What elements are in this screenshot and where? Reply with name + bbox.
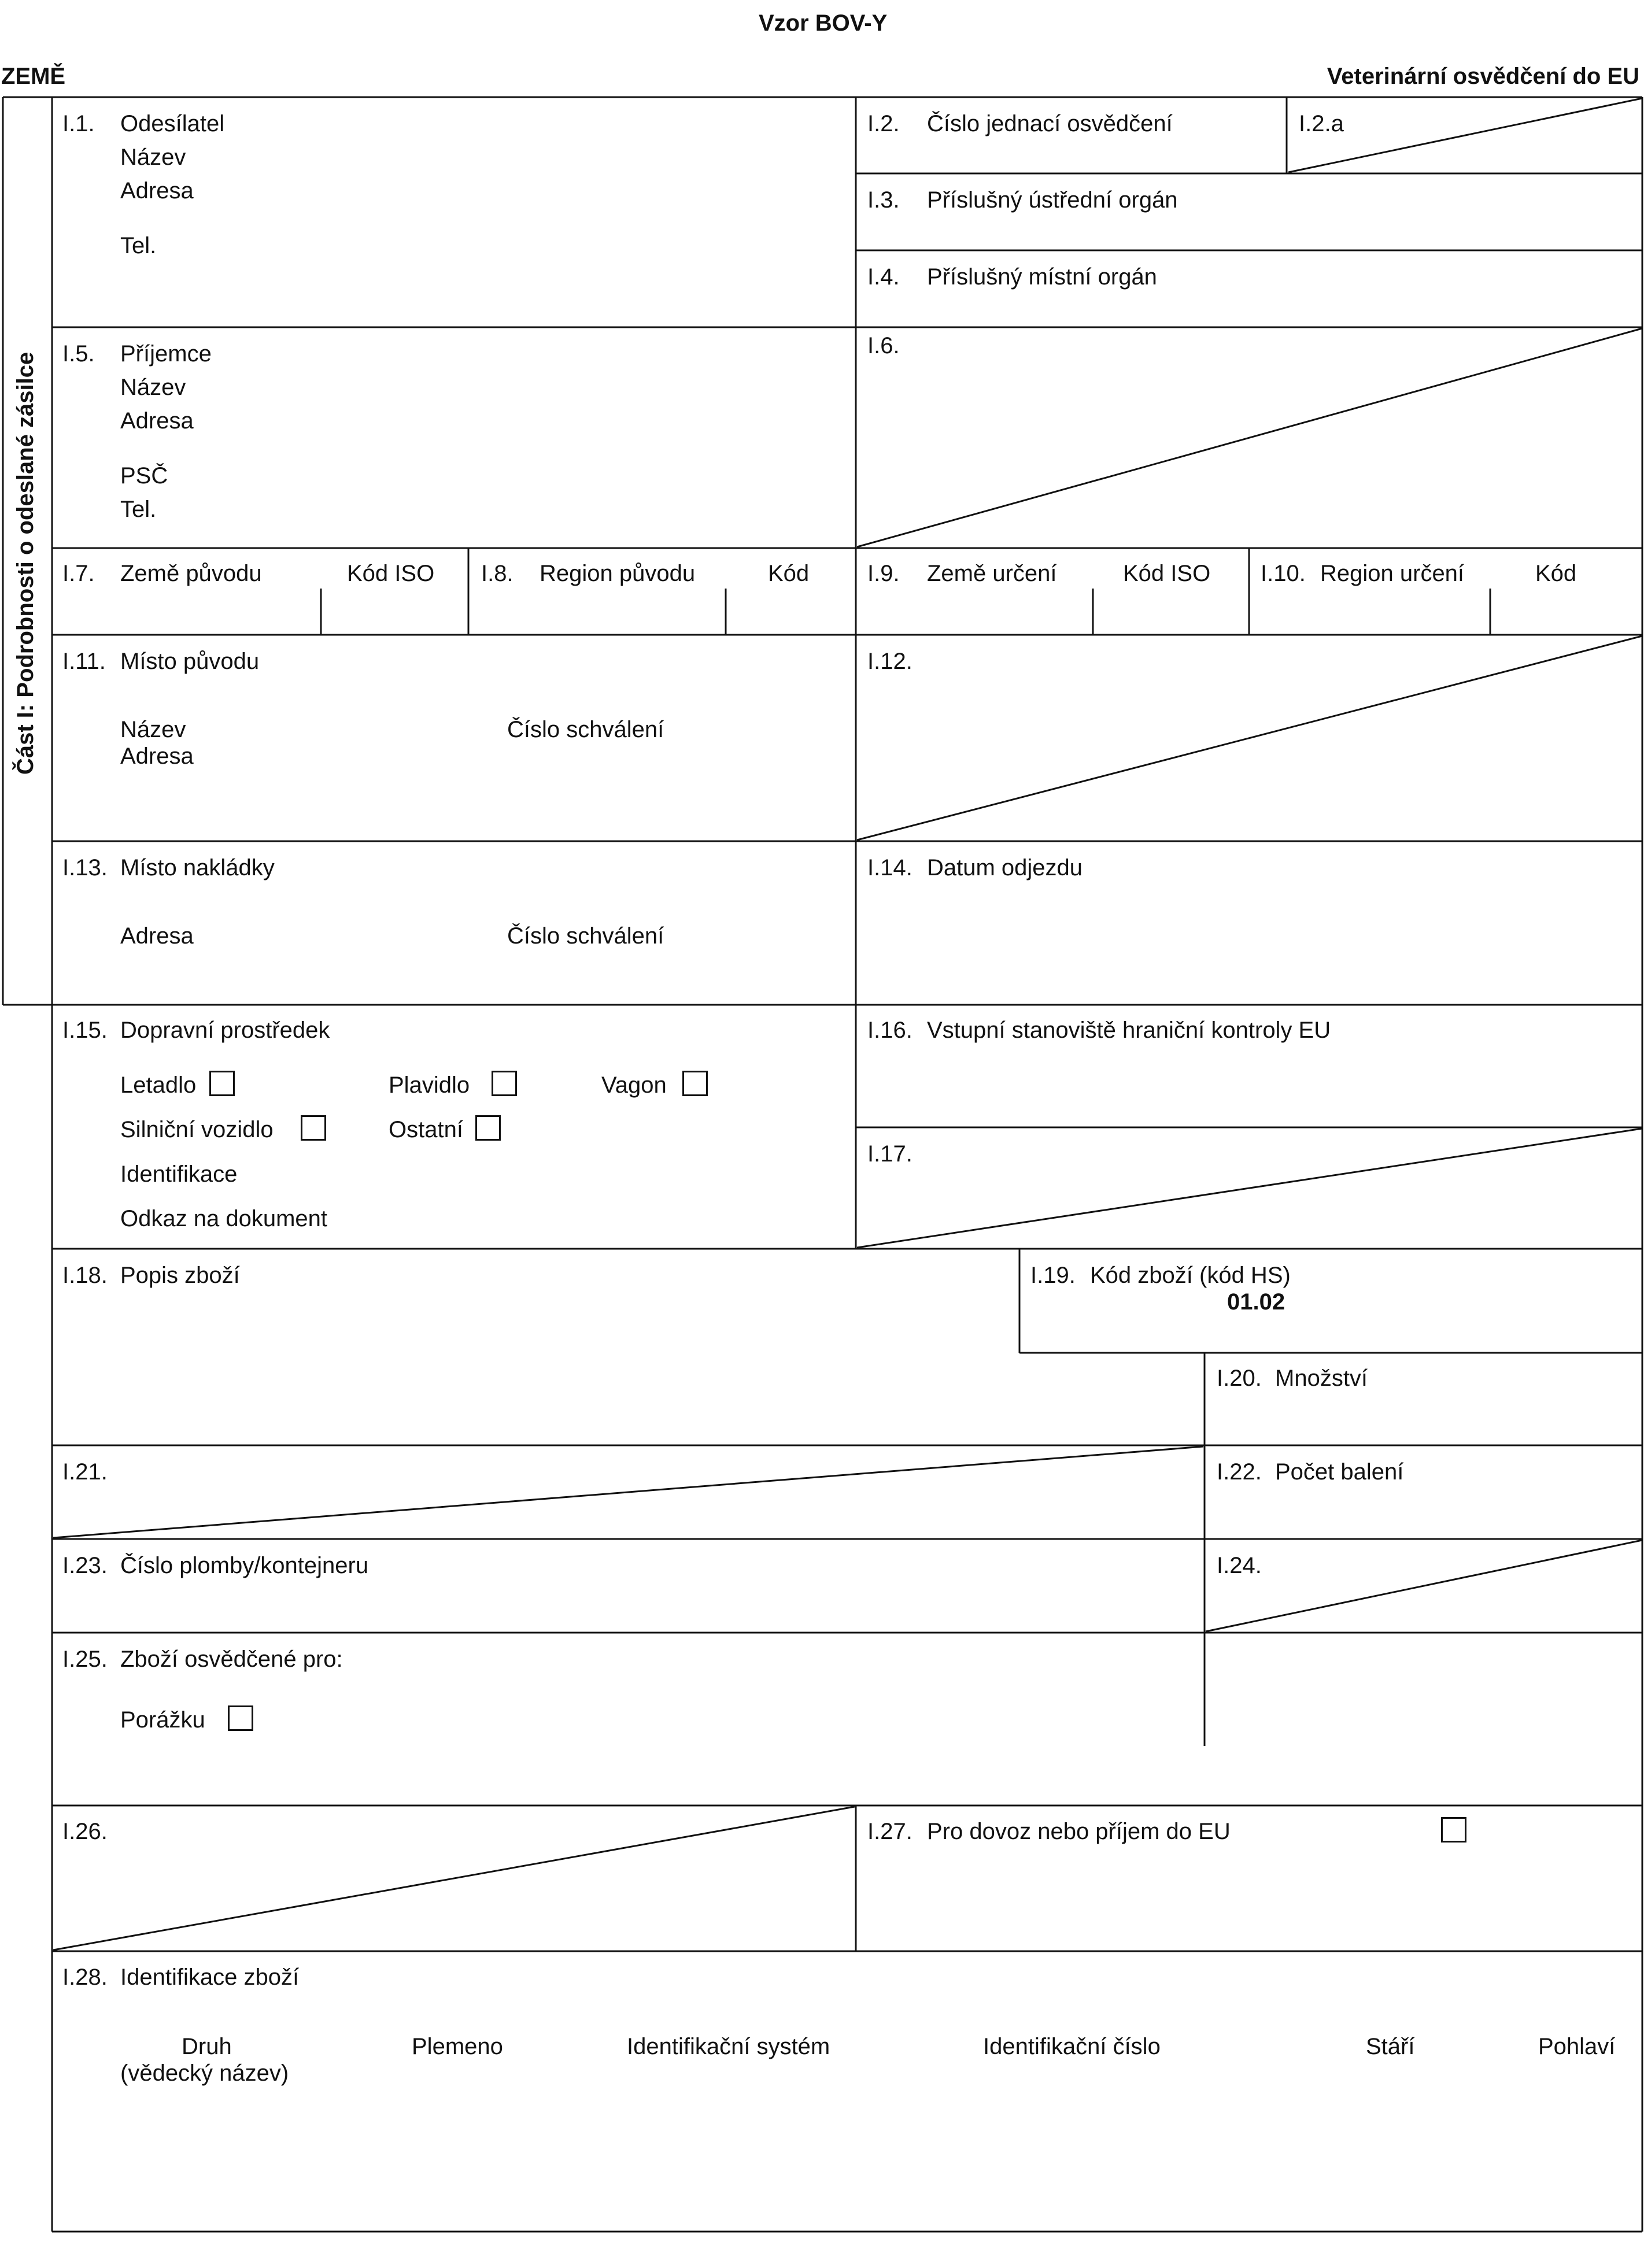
wagon-checkbox[interactable]: [682, 1071, 708, 1096]
column-header-species: Druh: [182, 2034, 232, 2059]
column-header-sex: Pohlaví: [1538, 2034, 1616, 2059]
box-i15-vessel-label: Plavidlo: [389, 1072, 470, 1098]
box-i13-approval: Číslo schválení: [507, 923, 664, 949]
box-i10-title: Region určení: [1320, 561, 1465, 586]
box-i15-other-label: Ostatní: [389, 1117, 463, 1142]
box-i11-name: Název: [120, 717, 186, 742]
box-i1-name: Název: [120, 145, 186, 170]
box-i5-address: Adresa: [120, 408, 194, 434]
box-i5-tel: Tel.: [120, 497, 157, 522]
box-i14-num: I.14.: [867, 855, 912, 880]
box-i11-num: I.11.: [62, 649, 106, 674]
box-i5-name: Název: [120, 375, 186, 400]
box-i28-num: I.28.: [62, 1964, 108, 1990]
column-header-breed: Plemeno: [412, 2034, 503, 2059]
certificate-title: Veterinární osvědčení do EU: [1327, 64, 1639, 89]
box-i12-num: I.12.: [867, 649, 912, 674]
box-i22-title: Počet balení: [1275, 1459, 1404, 1485]
box-i19-value: 01.02: [1227, 1289, 1285, 1315]
box-i22-num: I.22.: [1217, 1459, 1262, 1485]
box-i18-num: I.18.: [62, 1263, 108, 1288]
box-i20-title: Množství: [1275, 1366, 1368, 1391]
road-vehicle-checkbox[interactable]: [301, 1115, 326, 1141]
box-i6-num: I.6.: [867, 333, 900, 358]
box-i13-address: Adresa: [120, 923, 194, 949]
box-i3-title: Příslušný ústřední orgán: [927, 187, 1178, 213]
box-i5-title: Příjemce: [120, 341, 212, 367]
box-i16-num: I.16.: [867, 1018, 912, 1043]
box-i19-title: Kód zboží (kód HS): [1090, 1263, 1291, 1288]
box-i5-num: I.5.: [62, 341, 95, 367]
box-i27-title: Pro dovoz nebo příjem do EU: [927, 1819, 1231, 1844]
box-i19-num: I.19.: [1030, 1263, 1076, 1288]
box-i1-address: Adresa: [120, 178, 194, 204]
column-header-id-system: Identifikační systém: [627, 2034, 830, 2059]
box-i7-num: I.7.: [62, 561, 95, 586]
box-i5-postcode: PSČ: [120, 463, 168, 489]
box-i10-code: Kód: [1535, 561, 1577, 586]
other-transport-checkbox[interactable]: [475, 1115, 501, 1141]
country-label: ZEMĚ: [1, 64, 66, 89]
box-i11-address: Adresa: [120, 743, 194, 769]
box-i17-num: I.17.: [867, 1141, 912, 1167]
box-i3-num: I.3.: [867, 187, 900, 213]
column-header-species-sub: (vědecký název): [120, 2060, 289, 2086]
box-i15-title: Dopravní prostředek: [120, 1018, 330, 1043]
slaughter-checkbox[interactable]: [228, 1705, 253, 1731]
box-i9-title: Země určení: [927, 561, 1057, 586]
box-i25-num: I.25.: [62, 1647, 108, 1672]
box-i1-num: I.1.: [62, 111, 95, 136]
box-i24-num: I.24.: [1217, 1553, 1262, 1578]
box-i25-slaughter-label: Porážku: [120, 1707, 205, 1733]
import-eu-checkbox[interactable]: [1441, 1817, 1466, 1842]
box-i18-title: Popis zboží: [120, 1263, 240, 1288]
box-i26-num: I.26.: [62, 1819, 108, 1844]
box-i15-doc-ref: Odkaz na dokument: [120, 1206, 327, 1231]
box-i28-title: Identifikace zboží: [120, 1964, 300, 1990]
side-label: Část I: Podrobnosti o odeslané zásilce: [13, 352, 38, 775]
box-i11-approval: Číslo schválení: [507, 717, 664, 742]
box-i27-num: I.27.: [867, 1819, 912, 1844]
box-i7-code: Kód ISO: [347, 561, 435, 586]
column-header-id-number: Identifikační číslo: [983, 2034, 1161, 2059]
box-i23-num: I.23.: [62, 1553, 108, 1578]
box-i8-num: I.8.: [481, 561, 513, 586]
box-i15-num: I.15.: [62, 1018, 108, 1043]
box-i9-code: Kód ISO: [1123, 561, 1211, 586]
box-i15-wagon-label: Vagon: [601, 1072, 667, 1098]
box-i15-identification: Identifikace: [120, 1161, 238, 1187]
model-title: Vzor BOV-Y: [759, 10, 888, 36]
box-i8-code: Kód: [768, 561, 810, 586]
box-i10-num: I.10.: [1261, 561, 1306, 586]
box-i23-title: Číslo plomby/kontejneru: [120, 1553, 369, 1578]
box-i14-title: Datum odjezdu: [927, 855, 1083, 880]
box-i13-num: I.13.: [62, 855, 108, 880]
box-i2a-num: I.2.a: [1299, 111, 1344, 136]
box-i2-title: Číslo jednací osvědčení: [927, 111, 1173, 136]
box-i7-title: Země původu: [120, 561, 262, 586]
aircraft-checkbox[interactable]: [209, 1071, 235, 1096]
box-i15-aircraft-label: Letadlo: [120, 1072, 197, 1098]
box-i20-num: I.20.: [1217, 1366, 1262, 1391]
box-i11-title: Místo původu: [120, 649, 260, 674]
box-i2-num: I.2.: [867, 111, 900, 136]
box-i15-road-label: Silniční vozidlo: [120, 1117, 274, 1142]
box-i21-num: I.21.: [62, 1459, 108, 1485]
box-i16-title: Vstupní stanoviště hraniční kontroly EU: [927, 1018, 1331, 1043]
box-i1-title: Odesílatel: [120, 111, 225, 136]
vessel-checkbox[interactable]: [492, 1071, 517, 1096]
box-i4-num: I.4.: [867, 264, 900, 290]
box-i8-title: Region původu: [540, 561, 696, 586]
box-i4-title: Příslušný místní orgán: [927, 264, 1157, 290]
box-i9-num: I.9.: [867, 561, 900, 586]
column-header-age: Stáří: [1366, 2034, 1415, 2059]
box-i25-title: Zboží osvědčené pro:: [120, 1647, 343, 1672]
box-i1-tel: Tel.: [120, 233, 157, 258]
box-i13-title: Místo nakládky: [120, 855, 275, 880]
